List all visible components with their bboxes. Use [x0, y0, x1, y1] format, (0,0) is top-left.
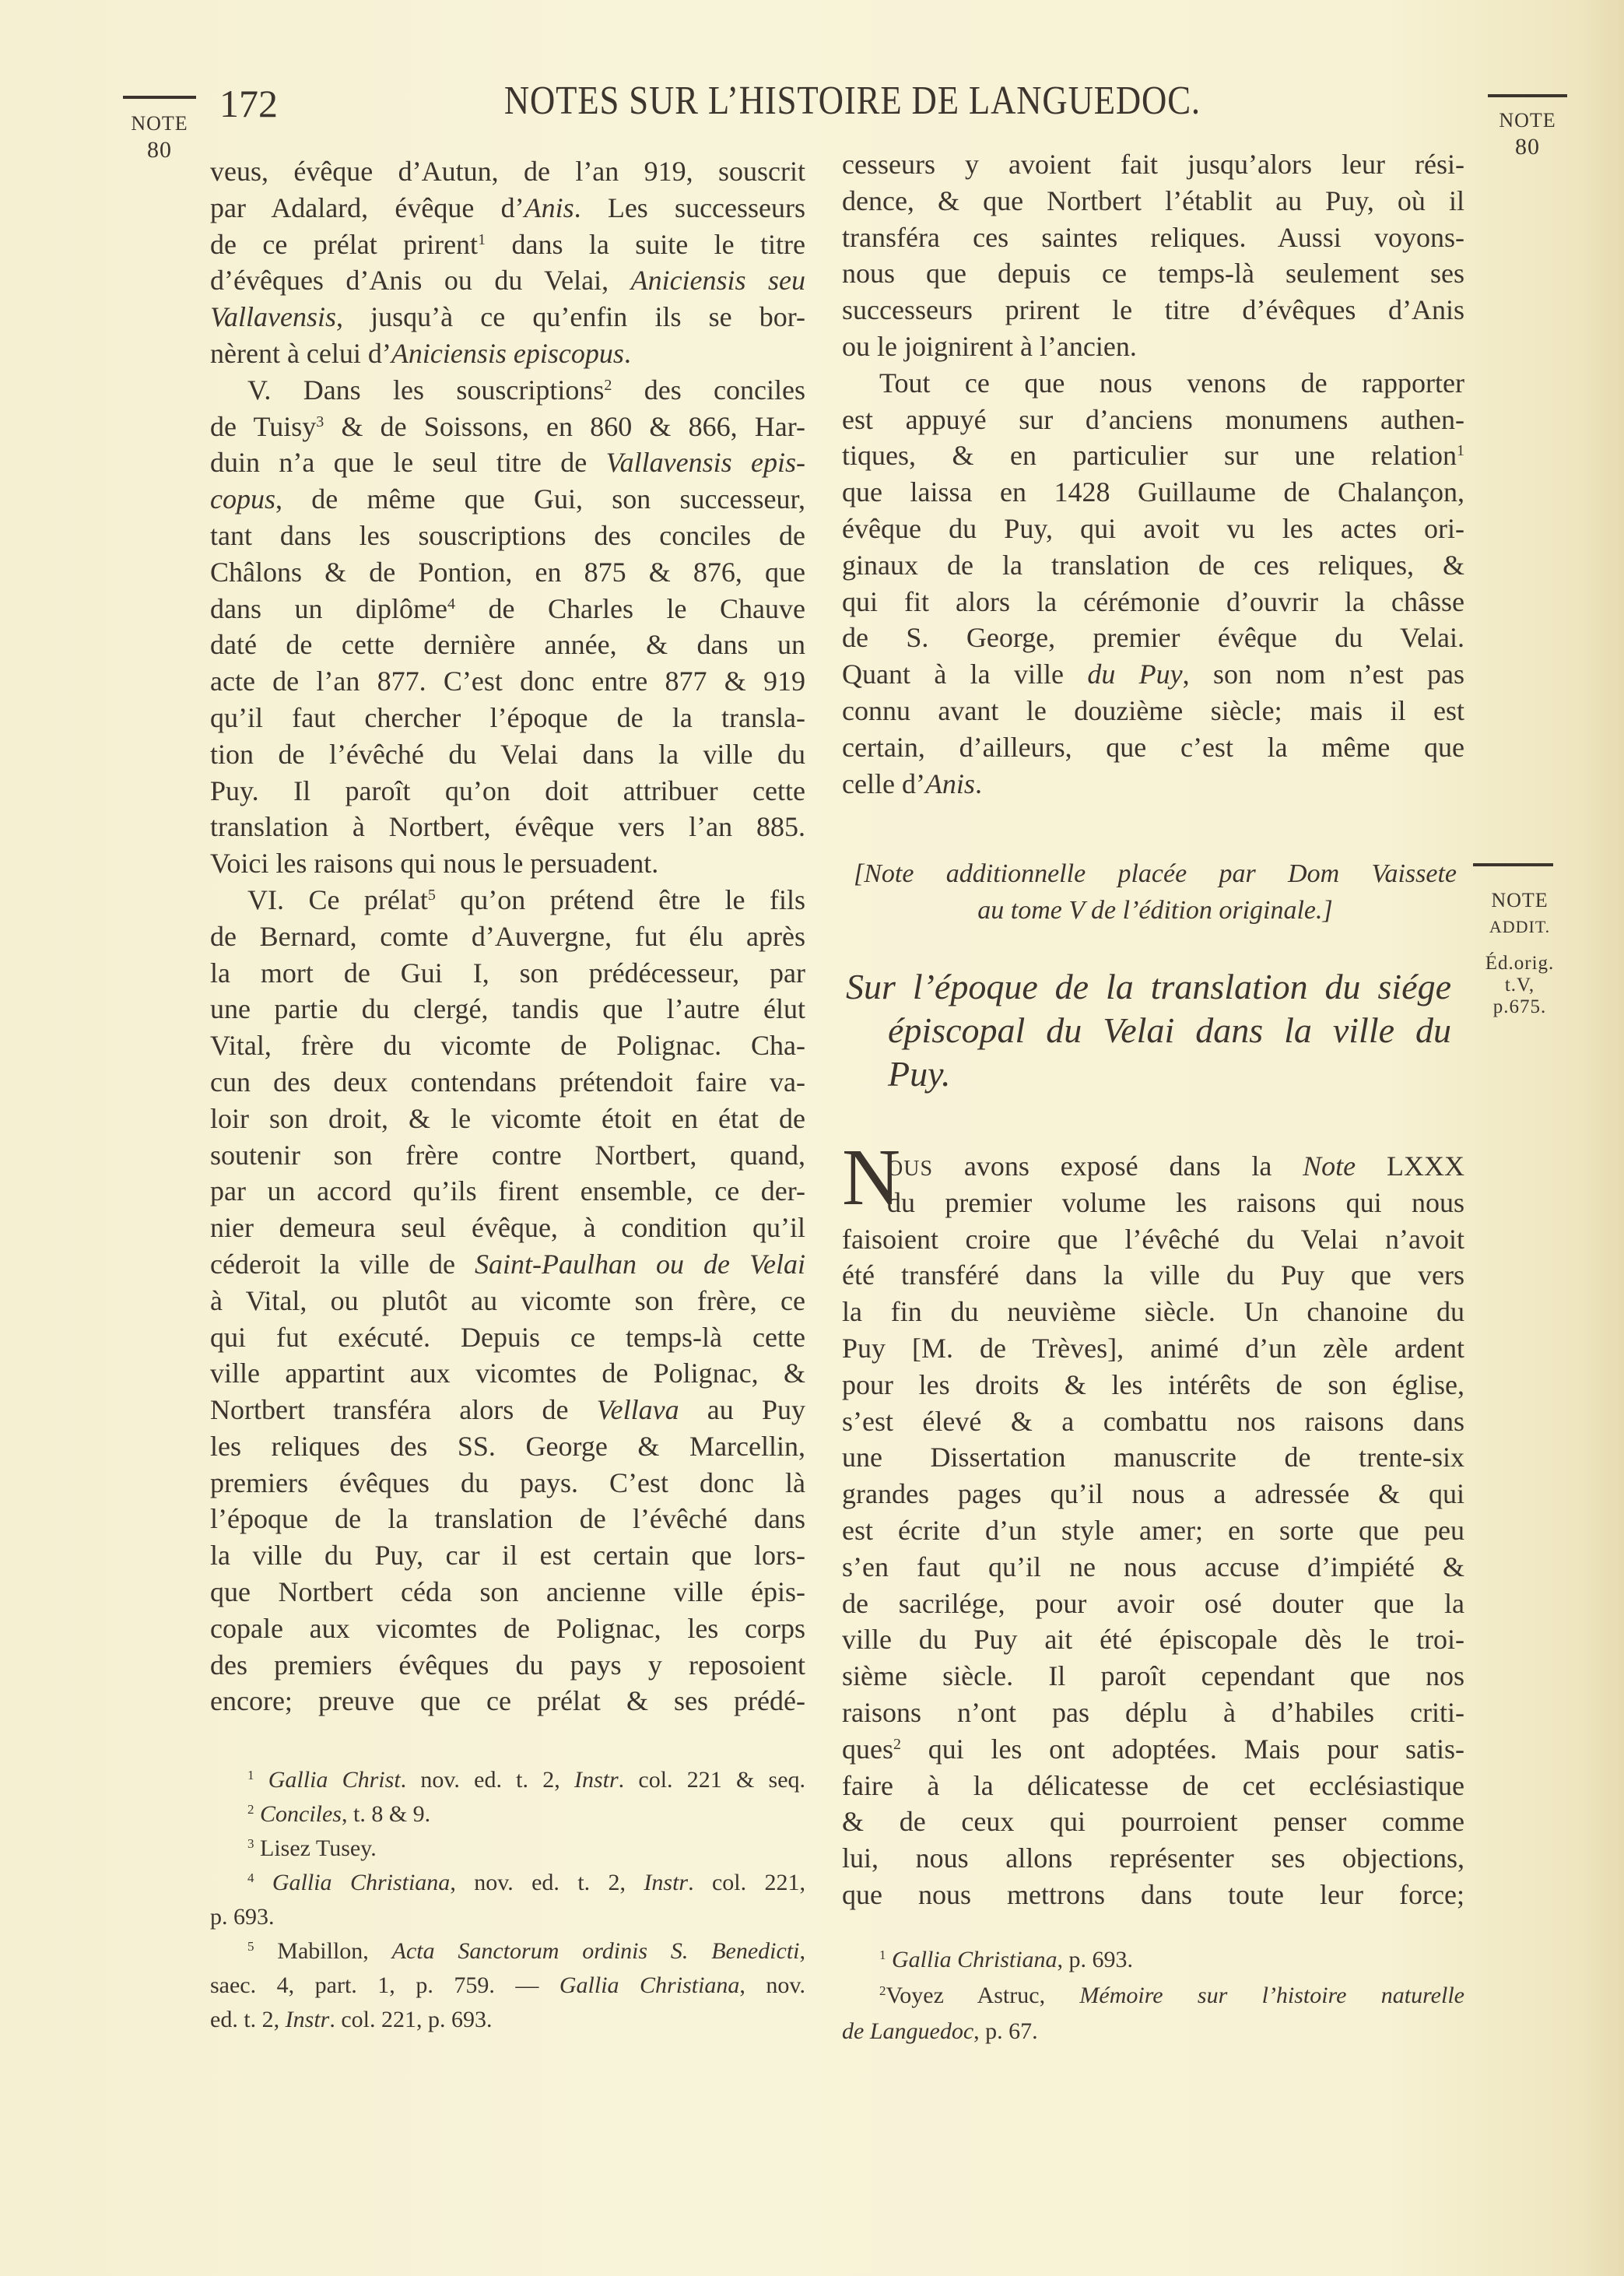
text-line: [210, 1574, 805, 1610]
text-line: [210, 1537, 805, 1574]
footnote-ref: 2: [604, 376, 612, 394]
text-run: ques: [842, 1733, 893, 1765]
text-line: [210, 773, 805, 810]
text-run: certain, d’ailleurs, que c’est la même que: [842, 731, 1464, 763]
text-line: [210, 1101, 805, 1137]
text-line: [210, 1392, 805, 1428]
left-margin-rule: [123, 96, 196, 99]
text-run: une partie du clergé, tandis que l’autre élut: [210, 993, 805, 1025]
text-run: avons exposé dans la: [933, 1150, 1303, 1182]
text-run: au Puy: [679, 1394, 805, 1426]
right-margin-note: [1485, 107, 1570, 160]
text-run: V. Dans les souscriptions: [247, 374, 605, 406]
text-run: , jusqu’à ce qu’enfin ils se bor-: [335, 301, 805, 333]
text-run: , t. 8 & 9.: [342, 1801, 431, 1827]
text-line: [842, 1840, 1464, 1877]
text-line: [210, 1173, 805, 1210]
text-run: faire à la délicatesse de cet ecclésiastique: [842, 1769, 1464, 1801]
text-run: & de ceux qui pourroient penser comme: [842, 1806, 1464, 1838]
note-label: NOTE: [131, 112, 188, 135]
text-line: [842, 474, 1464, 511]
italic-run: Aniciensis seu: [630, 265, 805, 297]
text-line: [846, 965, 1451, 1009]
text-run: , son nom n’est pas: [1182, 659, 1464, 690]
text-line: [842, 328, 1464, 365]
italic-run: Gallia Christ: [268, 1767, 401, 1793]
text-run: Voyez Astruc,: [886, 1983, 1080, 2008]
text-line: [842, 1549, 1464, 1586]
text-run: de Charles le Chauve: [455, 592, 805, 624]
text-line: [846, 1009, 1451, 1052]
text-run: dence, & que Nortbert l’établit au Puy, où il: [842, 184, 1464, 216]
footnote-ref: 2: [879, 1983, 886, 1998]
text-run: VI. Ce prélat: [247, 883, 428, 915]
footnote-ref: 4: [447, 595, 456, 613]
text-run: des conciles: [612, 374, 805, 406]
text-run: qui fit alors la cérémonie d’ouvrir la châsse: [842, 585, 1464, 617]
text-line: [210, 1934, 805, 1969]
text-run: , nov. ed. t. 2,: [450, 1870, 644, 1895]
italic-run: Gallia Christiana: [892, 1947, 1058, 1972]
italic-run: Gallia Christiana: [272, 1870, 451, 1895]
text-run: ed. t. 2,: [210, 2007, 286, 2032]
text-run: [886, 1947, 893, 1972]
text-run: & de Soissons, en 860 & 866, Har-: [324, 410, 805, 442]
text-line: [210, 845, 805, 882]
text-line: [210, 1319, 805, 1356]
text-line: [854, 856, 1457, 893]
footnote-ref: 2: [247, 1802, 254, 1817]
running-title: [436, 78, 1268, 124]
small-caps-run: OUS: [887, 1157, 934, 1181]
edition-ref-3: p.675.: [1492, 996, 1547, 1017]
left-column: [210, 153, 805, 1719]
text-run: celle d’: [842, 767, 925, 799]
right-footnotes: [842, 1942, 1464, 2049]
text-run: tiques, & en particulier sur une relation: [842, 440, 1457, 472]
text-run: premiers évêques du pays. C’est donc là: [210, 1466, 805, 1498]
italic-run: du Puy: [1087, 659, 1183, 690]
text-run: faisoient croire que l’évêché du Velai n’avoit: [842, 1223, 1464, 1255]
text-run: . col. 221, p. 693.: [329, 2007, 493, 2032]
text-line: [210, 1832, 805, 1866]
text-line: [842, 620, 1464, 656]
text-run: sième siècle. Il paroît cependant que nos: [842, 1660, 1464, 1692]
text-run: céderoit la ville de: [210, 1248, 475, 1280]
footnote-ref: 1: [1457, 442, 1464, 460]
text-line: [210, 591, 805, 627]
text-line: [842, 729, 1464, 766]
text-line: [210, 1969, 805, 2003]
text-run: la fin du neuvième siècle. Un chanoine du: [842, 1296, 1464, 1328]
additional-note-body: [842, 1148, 1464, 1913]
text-line: [842, 1185, 1464, 1221]
text-run: de S. George, premier évêque du Velai.: [842, 622, 1464, 654]
text-run: duin n’a que le seul titre de: [210, 447, 606, 479]
text-line: [842, 1367, 1464, 1403]
text-line: [210, 262, 805, 299]
text-run: , nov.: [739, 1972, 805, 1998]
text-run: cesseurs y avoient fait jusqu’alors leur rési-: [842, 149, 1464, 180]
text-line: [210, 1210, 805, 1246]
text-line: [842, 402, 1464, 438]
text-run: translation à Nortbert, évêque vers l’an 885.: [210, 811, 805, 843]
left-footnotes: [210, 1763, 805, 2037]
text-run: transféra ces saintes reliques. Aussi voyons-: [842, 221, 1464, 253]
text-run: , p. 693.: [1057, 1947, 1134, 1972]
text-line: [842, 1330, 1464, 1367]
text-run: l’époque de la translation de l’évêché dans: [210, 1503, 805, 1535]
footnote-ref: 5: [427, 886, 436, 904]
text-line: [842, 1257, 1464, 1294]
text-line: [210, 1137, 805, 1174]
italic-run: de Languedoc: [842, 2018, 974, 2044]
text-run: Châlons & de Pontion, en 875 & 876, que: [210, 556, 805, 588]
text-line: [210, 1763, 805, 1797]
italic-run: Vellava: [596, 1394, 679, 1426]
text-line: [842, 1658, 1464, 1695]
text-run: au tome V de l’édition originale.]: [977, 895, 1333, 925]
text-line: [842, 292, 1464, 328]
text-line: [210, 809, 805, 845]
italic-run: Anis: [924, 767, 975, 799]
text-run: que nous mettrons dans toute leur force;: [842, 1878, 1464, 1910]
text-run: soutenir son frère contre Nortbert, quand,: [210, 1139, 805, 1171]
text-run: de Bernard, comte d’Auvergne, fut élu après: [210, 920, 805, 952]
page-number: 172: [219, 82, 278, 125]
text-run: s’en faut qu’il ne nous accuse d’impiété &: [842, 1551, 1464, 1582]
text-run: Nortbert transféra alors de: [210, 1394, 597, 1426]
text-run: Puy [M. de Trèves], animé d’un zèle ardent: [842, 1332, 1464, 1364]
text-run: LXXX: [1356, 1150, 1464, 1182]
text-run: Mabillon,: [254, 1938, 392, 1964]
addit-label: ADDIT.: [1489, 917, 1551, 936]
text-run: de ce prélat prirent: [210, 228, 479, 260]
text-line: [210, 518, 805, 554]
text-run: qu’il faut chercher l’époque de la transla-: [210, 701, 805, 733]
text-run: . col. 221,: [688, 1870, 805, 1895]
text-run: qu’on prétend être le fils: [435, 883, 805, 915]
text-run: . nov. ed. t. 2,: [400, 1767, 574, 1793]
text-line: [210, 2003, 805, 2037]
text-run: dans un diplôme: [210, 592, 448, 624]
text-line: [210, 335, 805, 372]
text-line: [842, 1731, 1464, 1768]
text-line: [210, 1647, 805, 1684]
text-run: Sur l’époque de la translation du siége: [846, 967, 1451, 1006]
additional-note-bracket: [854, 856, 1457, 929]
text-line: [842, 766, 1464, 803]
text-line: [842, 1221, 1464, 1258]
italic-run: Conciles: [260, 1801, 342, 1827]
text-line: [842, 1877, 1464, 1913]
text-run: p. 693.: [210, 1904, 275, 1930]
text-run: ville appartint aux vicomtes de Polignac, &: [210, 1358, 805, 1389]
text-run: que Nortbert céda son ancienne ville épis-: [210, 1576, 805, 1608]
text-run: Voici les raisons qui nous le persuadent.: [210, 848, 659, 880]
text-line: [210, 663, 805, 700]
text-run: d’évêques d’Anis ou du Velai,: [210, 265, 631, 297]
text-run: s’est élevé & a combattu nos raisons dans: [842, 1405, 1464, 1437]
text-run: Lisez Tusey.: [254, 1835, 377, 1861]
text-line: [210, 1797, 805, 1832]
text-run: , de même que Gui, son successeur,: [275, 483, 805, 515]
italic-run: Instr: [573, 1767, 619, 1793]
text-line: [842, 146, 1464, 183]
footnote-ref: 1: [478, 230, 486, 248]
footnote-ref: 3: [247, 1836, 254, 1851]
note-label: NOTE: [1499, 109, 1556, 132]
text-line: [210, 1501, 805, 1537]
text-run: acte de l’an 877. C’est donc entre 877 & 919: [210, 666, 805, 697]
addit-margin-note: [1473, 887, 1566, 1018]
text-line: [842, 220, 1464, 256]
running-title-text: NOTES SUR L’HISTOIRE DE LANGUEDOC.: [503, 79, 1201, 123]
text-line: [210, 190, 805, 227]
footnote-ref: 1: [879, 1948, 886, 1962]
text-run: ginaux de la translation de ces reliques, &: [842, 549, 1464, 581]
text-run: une Dissertation manuscrite de trente-six: [842, 1442, 1464, 1473]
text-run: ,: [799, 1938, 805, 1964]
italic-run: Mémoire sur l’histoire naturelle: [1079, 1983, 1464, 2008]
text-run: nous que depuis ce temps-là seulement ses: [842, 258, 1464, 290]
italic-run: Vallavensis epis-: [605, 447, 805, 479]
footnote-ref: 3: [316, 413, 324, 430]
italic-run: Acta Sanctorum ordinis S. Benedicti: [391, 1938, 800, 1964]
text-run: Quant à la ville: [842, 659, 1088, 690]
text-line: [210, 1064, 805, 1101]
text-line: [842, 1695, 1464, 1731]
text-run: nèrent à celui d’: [210, 337, 391, 369]
text-line: [842, 547, 1464, 584]
text-line: [210, 1683, 805, 1719]
note-number: 80: [147, 137, 172, 163]
text-line: [842, 255, 1464, 292]
italic-run: copus: [210, 483, 275, 515]
text-line: [842, 1768, 1464, 1804]
text-run: grandes pages qu’il nous a adressée & qui: [842, 1478, 1464, 1510]
text-line: [210, 554, 805, 591]
text-run: de sacrilége, pour avoir osé douter que la: [842, 1587, 1464, 1619]
edition-ref-1: Éd.orig.: [1485, 953, 1555, 974]
text-line: [210, 299, 805, 335]
text-run: évêque du Puy, qui avoit vu les actes ori-: [842, 512, 1464, 544]
text-run: [254, 1870, 272, 1895]
text-run: de Tuisy: [210, 410, 317, 442]
text-line: [842, 1439, 1464, 1476]
text-run: ou le joignirent à l’ancien.: [842, 330, 1137, 362]
text-line: [210, 1283, 805, 1319]
text-line: [842, 1978, 1464, 2014]
text-line: [842, 2014, 1464, 2049]
text-line: [210, 153, 805, 190]
text-line: [854, 893, 1457, 929]
footnote-ref: 1: [247, 1768, 254, 1783]
right-column: [842, 146, 1464, 802]
text-line: [210, 700, 805, 736]
text-run: à Vital, ou plutôt au vicomte son frère, ce: [210, 1284, 805, 1316]
text-line: [210, 918, 805, 955]
text-run: raisons n’ont pas déplu à d’habiles criti-: [842, 1696, 1464, 1728]
text-line: [210, 955, 805, 992]
italic-run: Aniciensis episcopus: [391, 337, 624, 369]
text-run: pour les droits & les intérêts de son église,: [842, 1368, 1464, 1400]
text-run: qui fut exécuté. Depuis ce temps-là cette: [210, 1321, 805, 1353]
text-run: . col. 221 & seq.: [618, 1767, 805, 1793]
text-run: tion de l’évêché du Velai dans la ville du: [210, 738, 805, 770]
text-run: épiscopal du Velai dans la ville du: [888, 1010, 1451, 1050]
text-line: [210, 372, 805, 409]
text-line: [210, 1465, 805, 1502]
text-line: [210, 1246, 805, 1283]
text-run: veus, évêque d’Autun, de l’an 919, souscrit: [210, 156, 805, 187]
text-line: [842, 693, 1464, 729]
footnote-ref: 5: [247, 1939, 254, 1954]
italic-run: Saint-Paulhan ou de Velai: [474, 1248, 805, 1280]
text-run: par Adalard, évêque d’: [210, 191, 524, 223]
text-run: cun des deux contendans prétendoit faire va-: [210, 1066, 805, 1098]
text-line: [210, 1428, 805, 1465]
text-line: [842, 656, 1464, 693]
text-line: [842, 437, 1464, 474]
text-run: [254, 1801, 261, 1827]
text-line: [210, 409, 805, 445]
text-run: copale aux vicomtes de Polignac, les corps: [210, 1612, 805, 1644]
italic-run: Instr: [285, 2007, 330, 2032]
text-line: [842, 1148, 1464, 1185]
text-line: [842, 1586, 1464, 1622]
text-run: du premier volume les raisons qui nous: [887, 1186, 1464, 1218]
text-line: [210, 882, 805, 918]
text-run: [Note additionnelle placée par Dom Vaissete: [854, 859, 1457, 888]
text-line: [842, 1942, 1464, 1978]
note-label: NOTE: [1491, 889, 1549, 911]
text-run: loir son droit, & le vicomte étoit en état de: [210, 1102, 805, 1134]
text-run: .: [623, 337, 631, 369]
text-run: est appuyé sur d’anciens monumens authen-: [842, 403, 1464, 435]
note-number: 80: [1515, 134, 1540, 160]
text-run: que laissa en 1428 Guillaume de Chalançon,: [842, 476, 1464, 508]
drop-cap: N: [842, 1133, 901, 1222]
text-run: .: [974, 767, 982, 799]
text-line: [842, 1403, 1464, 1440]
text-run: connu avant le douzième siècle; mais il est: [842, 694, 1464, 726]
text-run: daté de cette dernière année, & dans un: [210, 629, 805, 661]
text-run: Puy. Il paroît qu’on doit attribuer cette: [210, 774, 805, 806]
text-run: ville du Puy ait été épiscopale dès le troi-: [842, 1624, 1464, 1656]
text-run: la mort de Gui I, son prédécesseur, par: [210, 957, 805, 989]
text-run: la ville du Puy, car il est certain que lors-: [210, 1540, 805, 1572]
text-run: lui, nous allons représenter ses objections,: [842, 1842, 1464, 1874]
text-line: [842, 584, 1464, 620]
text-run: Puy.: [888, 1054, 951, 1094]
text-run: Tout ce que nous venons de rapporter: [879, 367, 1464, 399]
edition-ref-2: t.V,: [1504, 975, 1535, 996]
text-line: [210, 1027, 805, 1064]
text-line: [842, 1804, 1464, 1840]
italic-run: Gallia Christiana: [559, 1972, 740, 1998]
footnote-ref: 4: [247, 1870, 254, 1885]
footnote-ref: 2: [893, 1735, 901, 1753]
italic-run: Note: [1303, 1150, 1356, 1182]
text-run: des premiers évêques du pays y reposoient: [210, 1649, 805, 1681]
text-run: les reliques des SS. George & Marcellin,: [210, 1430, 805, 1462]
additional-note-heading: [846, 965, 1451, 1096]
text-run: saec. 4, part. 1, p. 759. —: [210, 1972, 559, 1998]
text-line: [210, 227, 805, 263]
text-run: par un accord qu’ils firent ensemble, ce der-: [210, 1175, 805, 1207]
text-line: [842, 183, 1464, 220]
text-line: [210, 481, 805, 518]
text-run: . Les successeurs: [573, 191, 805, 223]
text-run: successeurs prirent le titre d’évêques d’Anis: [842, 294, 1464, 326]
text-run: qui les ont adoptées. Mais pour satis-: [901, 1733, 1464, 1765]
italic-run: Anis: [524, 191, 574, 223]
text-line: [210, 736, 805, 773]
right-margin-rule: [1488, 94, 1567, 97]
text-line: [842, 511, 1464, 547]
text-run: été transféré dans la ville du Puy que vers: [842, 1259, 1464, 1291]
text-line: [210, 1866, 805, 1900]
italic-run: Vallavensis: [210, 301, 336, 333]
text-line: [210, 444, 805, 481]
addit-margin-rule: [1473, 863, 1553, 866]
text-line: [210, 1610, 805, 1647]
text-run: [254, 1767, 268, 1793]
text-run: , p. 67.: [973, 2018, 1038, 2044]
italic-run: Instr: [644, 1870, 689, 1895]
text-run: Vital, frère du vicomte de Polignac. Cha-: [210, 1030, 805, 1062]
text-line: [210, 1355, 805, 1392]
text-run: encore; preuve que ce prélat & ses prédé-: [210, 1685, 805, 1717]
text-run: dans la suite le titre: [486, 228, 805, 260]
text-run: est écrite d’un style amer; en sorte que peu: [842, 1514, 1464, 1546]
text-line: [210, 627, 805, 663]
text-run: tant dans les souscriptions des conciles de: [210, 519, 805, 551]
text-line: [842, 1294, 1464, 1330]
text-line: [842, 1512, 1464, 1549]
text-line: [842, 365, 1464, 402]
left-margin-note: [117, 111, 202, 163]
text-line: [842, 1621, 1464, 1658]
text-run: nier demeura seul évêque, à condition qu’il: [210, 1212, 805, 1244]
text-line: [846, 1052, 1451, 1096]
text-line: [210, 991, 805, 1027]
text-line: [210, 1900, 805, 1934]
text-line: [842, 1476, 1464, 1512]
